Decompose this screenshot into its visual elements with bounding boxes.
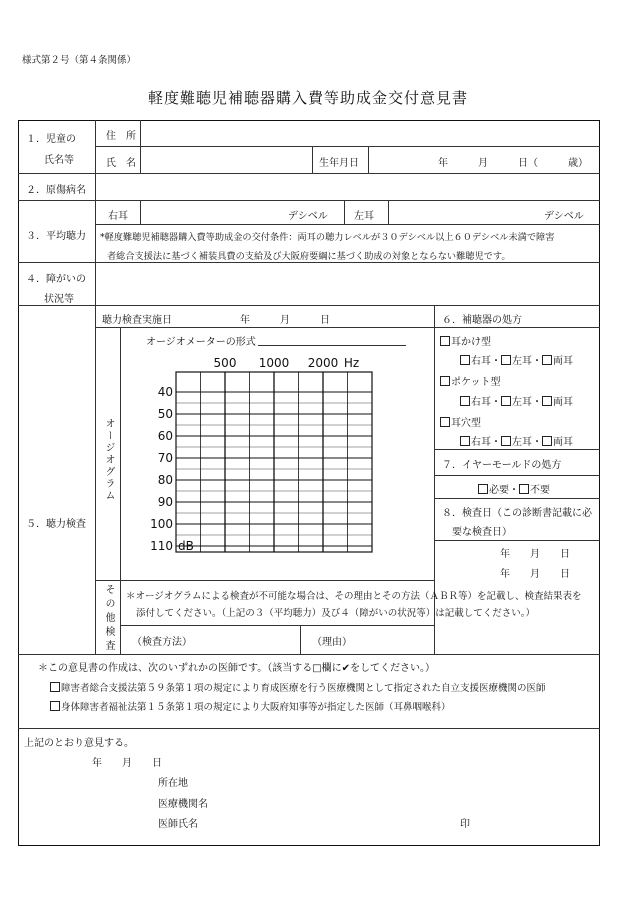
in-ear-label: 耳穴型 — [451, 418, 481, 429]
pocket-checkbox[interactable] — [440, 376, 450, 386]
checkbox[interactable] — [501, 396, 511, 406]
sec5-label: ５．聴力検査 — [26, 519, 86, 530]
sec1-label: １．児童の — [26, 134, 76, 145]
in-ear-sides[interactable] — [460, 433, 573, 448]
exam-date-format: 年 月 日 — [240, 315, 330, 326]
audiogram-db-label: 70 — [157, 451, 173, 465]
side-label: 左耳・ — [512, 437, 542, 448]
sec7-label: ７．イヤーモールドの処方 — [442, 460, 562, 471]
doctor-option-2-checkbox[interactable] — [50, 701, 60, 711]
doctor-option-2[interactable] — [50, 699, 451, 713]
checkbox[interactable] — [460, 355, 470, 365]
pocket-sides[interactable] — [460, 393, 573, 408]
doctor-option-1-label: 障害者総合支援法第５９条第１項の規定により育成医療を行う医療機関として指定された自立支援医療機関の医師 — [61, 683, 546, 694]
institution-label: 医療機関名 — [158, 799, 208, 810]
side-label: 両耳 — [553, 356, 573, 367]
ear-hook-label: 耳かけ型 — [451, 337, 491, 348]
in-ear-option[interactable] — [440, 414, 481, 429]
left-ear-label: 左耳 — [354, 211, 374, 222]
sec8-label: ８．検査日（この診断書記載に必 — [442, 508, 592, 519]
right-ear-db: デシベル — [288, 211, 328, 222]
audiogram-chart — [140, 350, 380, 560]
pocket-option[interactable] — [440, 373, 501, 388]
audiogram-freq-label: 1000 — [258, 356, 290, 370]
checkbox[interactable] — [501, 436, 511, 446]
name-label: 氏 名 — [106, 158, 136, 169]
earmold-not-required-label: 不要 — [530, 485, 550, 496]
sec3-label: ３．平均聴力 — [26, 231, 86, 242]
audiogram-db-label: 110 — [150, 539, 173, 553]
side-label: 両耳 — [553, 397, 573, 408]
side-label: 左耳・ — [512, 397, 542, 408]
in-ear-checkbox[interactable] — [440, 417, 450, 427]
right-ear-label: 右耳 — [108, 211, 128, 222]
ear-hook-sides[interactable] — [460, 352, 573, 367]
exam-date-label: 聴力検査実施日 — [102, 315, 172, 326]
earmold-required-label: 必要・ — [489, 485, 519, 496]
side-label: 両耳 — [553, 437, 573, 448]
dob-label: 生年月日 — [319, 158, 359, 169]
reason-label: （理由） — [312, 637, 352, 648]
audiogram-db-label: 50 — [157, 407, 173, 421]
sec4-label-2: 状況等 — [44, 294, 74, 305]
doctor-option-2-label: 身体障害者福祉法第１５条第１項の規定により大阪府知事等が指定した医師（耳鼻咽喉科） — [61, 702, 451, 713]
audiogram-freq-label: 500 — [213, 356, 237, 370]
sec8-label-2: 要な検査日） — [452, 527, 512, 538]
sec3-note-2: 者総合支援法に基づく補装具費の支給及び大阪府要綱に基づく助成の対象とならない難聴児です。 — [107, 251, 511, 262]
address-label: 住 所 — [106, 131, 136, 142]
audiogram-label: オージオグラム — [103, 418, 114, 502]
doctor-option-1-checkbox[interactable] — [50, 682, 60, 692]
audiogram-hz-unit: Hz — [343, 356, 360, 370]
sec4-label: ４．障がいの — [26, 274, 86, 285]
sec2-label: ２．原傷病名 — [26, 185, 86, 196]
checkbox[interactable] — [542, 396, 552, 406]
doctor-label: 医師氏名 — [158, 819, 198, 830]
checkbox[interactable] — [460, 436, 470, 446]
sec6-label: ６．補聴器の処方 — [442, 315, 522, 326]
doctor-option-1[interactable] — [50, 680, 546, 694]
checkbox[interactable] — [542, 436, 552, 446]
exam-date-2: 年 月 日 — [500, 569, 570, 580]
other-note-1: ＊オージオグラムによる検査が不可能な場合は、その理由とその方法（ＡＢＲ等）を記載し、検査結果表を — [126, 591, 582, 602]
earmold-not-required-checkbox[interactable] — [519, 484, 529, 494]
left-ear-db: デシベル — [544, 211, 584, 222]
sec1-label-2: 氏名等 — [44, 155, 74, 166]
other-note-2: 添付してください。（上記の３（平均聴力）及び４（障がいの状況等）は記載してください。） — [136, 608, 536, 619]
statement: 上記のとおり意見する。 — [24, 738, 134, 749]
seal-mark: 印 — [460, 819, 470, 830]
form-number: 様式第２号（第４条関係） — [22, 55, 137, 66]
earmold-required-checkbox[interactable] — [478, 484, 488, 494]
side-label: 右耳・ — [471, 437, 501, 448]
earmold-options[interactable] — [478, 481, 550, 496]
sec3-note-1: *軽度難聴児補聴器購入費等助成金の交付条件：両耳の聴力レベルが３０デシベル以上６０デシベル未満で障害 — [100, 232, 555, 243]
checkbox[interactable] — [542, 355, 552, 365]
audiogram-db-unit: dB — [178, 539, 194, 553]
checkbox[interactable] — [501, 355, 511, 365]
pocket-label: ポケット型 — [451, 377, 501, 388]
ear-hook-checkbox[interactable] — [440, 336, 450, 346]
signature-date: 年 月 日 — [92, 758, 162, 769]
doctor-note: ＊この意見書の作成は、次のいずれかの医師です。（該当する□欄に✔をしてください。） — [38, 663, 436, 674]
method-label: （検査方法） — [132, 637, 192, 648]
audiogram-freq-label: 2000 — [307, 356, 339, 370]
audiogram-db-label: 60 — [157, 429, 173, 443]
dob-format: 年 月 日（ 歳） — [438, 158, 588, 169]
audiogram-db-label: 40 — [157, 385, 173, 399]
audiometer-type-label: オージオメーターの形式 — [146, 337, 256, 348]
audiogram-db-label: 100 — [150, 517, 173, 531]
location-label: 所在地 — [158, 778, 188, 789]
side-label: 右耳・ — [471, 356, 501, 367]
side-label: 右耳・ — [471, 397, 501, 408]
page-title: 軽度難聴児補聴器購入費等助成金交付意見書 — [148, 89, 469, 107]
other-exam-label: その他検査 — [103, 584, 114, 654]
ear-hook-option[interactable] — [440, 333, 491, 348]
audiogram-db-label: 90 — [157, 495, 173, 509]
exam-date-1: 年 月 日 — [500, 549, 570, 560]
audiogram-db-label: 80 — [157, 473, 173, 487]
checkbox[interactable] — [460, 396, 470, 406]
side-label: 左耳・ — [512, 356, 542, 367]
